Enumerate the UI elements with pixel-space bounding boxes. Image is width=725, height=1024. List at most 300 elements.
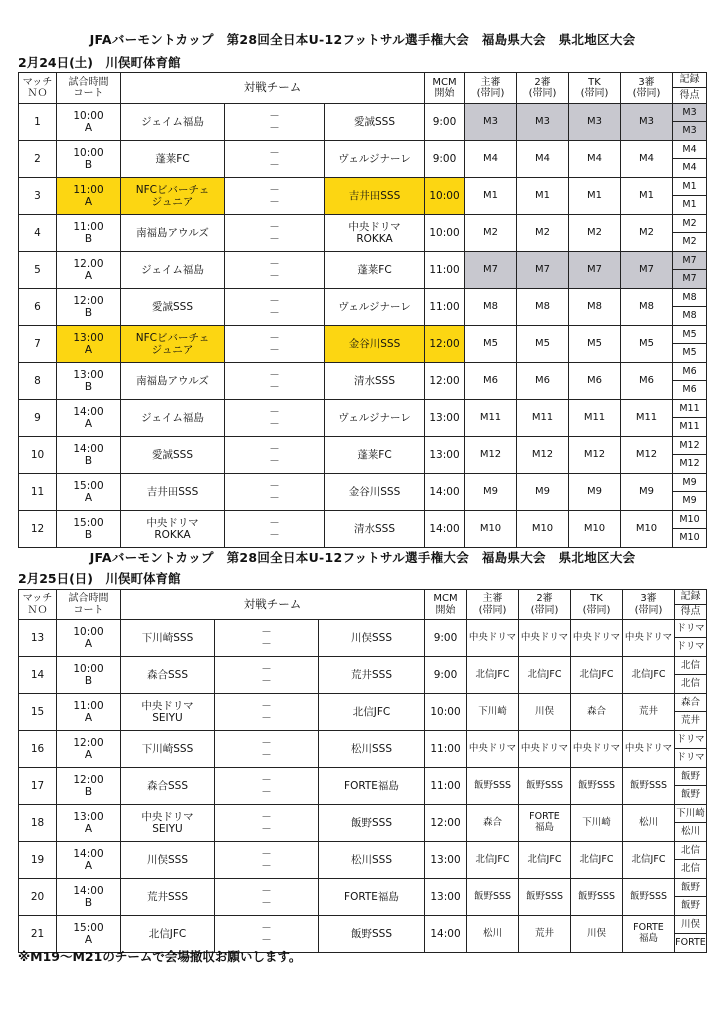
table-row (19, 215, 707, 252)
away-team: 愛誠SSS (325, 104, 425, 141)
home-team: 荒井SSS (121, 879, 215, 916)
record-cell (673, 289, 707, 326)
record-cell (675, 842, 707, 879)
match-number: 6 (19, 289, 57, 326)
mcm-start: 13:00 (425, 400, 465, 437)
mcm-start: 13:00 (425, 879, 467, 916)
timekeeper: 森合 (571, 694, 623, 731)
mcm-header: MCM 開始 (425, 73, 465, 104)
mcm-start: 9:00 (425, 104, 465, 141)
table-row (19, 363, 707, 400)
home-team: 北信JFC (121, 916, 215, 953)
referee-second: 荒井 (519, 916, 571, 953)
score-value: 北信 (680, 678, 700, 689)
match-number: 10 (19, 437, 57, 474)
away-team: 蓬莱FC (325, 252, 425, 289)
away-team: 金谷川SSS (325, 474, 425, 511)
record-cell (673, 363, 707, 400)
referee-second: 中央ドリマ (519, 620, 571, 657)
score-dash: － － (225, 511, 325, 548)
away-team: 中央ドリマ ROKKA (325, 215, 425, 252)
score-value: M2 (682, 236, 697, 247)
time-court: 15:00 A (57, 916, 121, 953)
score-dash: － － (225, 252, 325, 289)
record-cell (675, 694, 707, 731)
time-court: 13:00 A (57, 805, 121, 842)
table-row (19, 289, 707, 326)
record-value: M10 (673, 511, 706, 529)
ref3-header: 3審 (帯同) (623, 590, 675, 620)
record-cell (673, 511, 707, 548)
score-dash: － － (225, 289, 325, 326)
referee-main: 中央ドリマ (467, 731, 519, 768)
home-team: ジェイム福島 (121, 252, 225, 289)
referee-second: 北信JFC (519, 657, 571, 694)
record-value: M7 (673, 252, 706, 270)
record-value: ドリマ (675, 620, 706, 638)
mcm-start: 11:00 (425, 289, 465, 326)
time-court: 13:00 B (57, 363, 121, 400)
timekeeper: M6 (569, 363, 621, 400)
referee-third: 北信JFC (623, 657, 675, 694)
timekeeper: M12 (569, 437, 621, 474)
referee-main: 森合 (467, 805, 519, 842)
record-cell (673, 104, 707, 141)
home-team: 下川崎SSS (121, 620, 215, 657)
referee-main: M12 (465, 437, 517, 474)
timekeeper: M3 (569, 104, 621, 141)
score-value: M11 (679, 421, 700, 432)
table-row (19, 768, 707, 805)
record-value: 森合 (675, 694, 706, 712)
table-row (19, 731, 707, 768)
mcm-start: 10:00 (425, 694, 467, 731)
match-number: 20 (19, 879, 57, 916)
timekeeper: M4 (569, 141, 621, 178)
referee-second: M3 (517, 104, 569, 141)
score-dash: － － (215, 879, 319, 916)
time-court-header: 試合時間 コート (57, 73, 121, 104)
table-row (19, 141, 707, 178)
referee-main: 松川 (467, 916, 519, 953)
score-dash: － － (225, 178, 325, 215)
table-row (19, 252, 707, 289)
mcm-start: 12:00 (425, 805, 467, 842)
away-team: 荒井SSS (319, 657, 425, 694)
header-row (19, 73, 707, 104)
record-value: 飯野 (675, 879, 706, 897)
score-value: ドリマ (676, 752, 705, 763)
referee-main: 中央ドリマ (467, 620, 519, 657)
timekeeper: M10 (569, 511, 621, 548)
score-value: M6 (682, 384, 697, 395)
score-value: M10 (679, 532, 700, 543)
match-number: 5 (19, 252, 57, 289)
referee-third: M11 (621, 400, 673, 437)
ref3-header: 3審 (帯同) (621, 73, 673, 104)
match-number: 13 (19, 620, 57, 657)
score-value: M8 (682, 310, 697, 321)
table-row (19, 511, 707, 548)
referee-third: 飯野SSS (623, 768, 675, 805)
referee-main: 下川崎 (467, 694, 519, 731)
referee-second: M10 (517, 511, 569, 548)
score-value: FORTE (675, 937, 706, 948)
record-header: 記録 得点 (675, 590, 707, 620)
ref1-header: 主審 (帯同) (465, 73, 517, 104)
away-team: ヴェルジナーレ (325, 141, 425, 178)
time-court: 12:00 B (57, 768, 121, 805)
referee-third: M6 (621, 363, 673, 400)
referee-main: 飯野SSS (467, 768, 519, 805)
match-number: 8 (19, 363, 57, 400)
match-number: 11 (19, 474, 57, 511)
away-team: ヴェルジナーレ (325, 400, 425, 437)
referee-third: M10 (621, 511, 673, 548)
away-team: 蓬莱FC (325, 437, 425, 474)
record-cell (673, 252, 707, 289)
timekeeper: 中央ドリマ (571, 620, 623, 657)
time-court: 15:00 A (57, 474, 121, 511)
timekeeper: 飯野SSS (571, 879, 623, 916)
referee-third: M2 (621, 215, 673, 252)
score-value: 飯野 (680, 900, 700, 911)
referee-main: M1 (465, 178, 517, 215)
timekeeper: 北信JFC (571, 657, 623, 694)
mcm-start: 11:00 (425, 731, 467, 768)
away-team: 北信JFC (319, 694, 425, 731)
score-value: 松川 (680, 826, 700, 837)
tk-header: TK (帯同) (571, 590, 623, 620)
record-cell (675, 731, 707, 768)
footer-note: ※M19～M21のチームで会場撤収お願いします。 (18, 949, 302, 964)
away-team: 金谷川SSS (325, 326, 425, 363)
time-court: 12.00 A (57, 252, 121, 289)
record-value: M3 (673, 104, 706, 122)
timekeeper: 下川崎 (571, 805, 623, 842)
score-dash: － － (225, 363, 325, 400)
table-row (19, 400, 707, 437)
score-dash: － － (215, 842, 319, 879)
referee-third: 中央ドリマ (623, 731, 675, 768)
timekeeper: M1 (569, 178, 621, 215)
referee-main: 北信JFC (467, 657, 519, 694)
referee-third: M12 (621, 437, 673, 474)
time-court: 13:00 A (57, 326, 121, 363)
match-number: 7 (19, 326, 57, 363)
record-value: M6 (673, 363, 706, 381)
home-team: 蓬莱FC (121, 141, 225, 178)
ref2-header: 2審 (帯同) (519, 590, 571, 620)
referee-main: 北信JFC (467, 842, 519, 879)
timekeeper: 川俣 (571, 916, 623, 953)
record-cell (673, 178, 707, 215)
referee-second: M8 (517, 289, 569, 326)
score-dash: － － (225, 215, 325, 252)
score-dash: － － (225, 474, 325, 511)
home-team: NFCビバーチェ ジュニア (121, 326, 225, 363)
away-team: 飯野SSS (319, 805, 425, 842)
away-team: 清水SSS (325, 363, 425, 400)
home-team: 南福島アウルズ (121, 363, 225, 400)
match-number: 2 (19, 141, 57, 178)
time-court: 11:00 B (57, 215, 121, 252)
page-title-day2: JFAバーモントカップ 第28回全日本U-12フットサル選手権大会 福島県大会 県北地区大会 (89, 550, 636, 565)
score-value: M12 (679, 458, 700, 469)
referee-third: M7 (621, 252, 673, 289)
home-team: 中央ドリマ SEIYU (121, 805, 215, 842)
time-court: 10:00 A (57, 620, 121, 657)
mcm-start: 11:00 (425, 768, 467, 805)
timekeeper: M8 (569, 289, 621, 326)
referee-main: M10 (465, 511, 517, 548)
away-team: 松川SSS (319, 731, 425, 768)
home-team: ジェイム福島 (121, 400, 225, 437)
mcm-start: 10:00 (425, 215, 465, 252)
referee-main: M9 (465, 474, 517, 511)
ref1-header: 主審 (帯同) (467, 590, 519, 620)
referee-third: M8 (621, 289, 673, 326)
timekeeper: 中央ドリマ (571, 731, 623, 768)
record-cell (673, 215, 707, 252)
mcm-start: 9:00 (425, 620, 467, 657)
match-number: 16 (19, 731, 57, 768)
referee-second: 中央ドリマ (519, 731, 571, 768)
referee-second: M2 (517, 215, 569, 252)
match-number: 21 (19, 916, 57, 953)
away-team: 飯野SSS (319, 916, 425, 953)
away-team: 吉井田SSS (325, 178, 425, 215)
timekeeper: M11 (569, 400, 621, 437)
score-value: 北信 (680, 863, 700, 874)
referee-second: M5 (517, 326, 569, 363)
teams-header: 対戦チーム (121, 590, 425, 620)
teams-header: 対戦チーム (121, 73, 425, 104)
timekeeper: M7 (569, 252, 621, 289)
referee-second: M7 (517, 252, 569, 289)
mcm-start: 12:00 (425, 363, 465, 400)
table-row (19, 879, 707, 916)
table-row (19, 104, 707, 141)
venue-day2: 2月25日(日) 川俣町体育館 (18, 571, 181, 586)
match-number: 17 (19, 768, 57, 805)
table-row (19, 474, 707, 511)
score-value: M7 (673, 270, 706, 288)
mcm-start: 14:00 (425, 474, 465, 511)
timekeeper: M2 (569, 215, 621, 252)
record-cell (673, 474, 707, 511)
mcm-start: 11:00 (425, 252, 465, 289)
record-value: 北信 (675, 842, 706, 860)
score-dash: － － (215, 620, 319, 657)
away-team: ヴェルジナーレ (325, 289, 425, 326)
time-court: 15:00 B (57, 511, 121, 548)
score-dash: － － (215, 694, 319, 731)
home-team: 森合SSS (121, 657, 215, 694)
record-value: 下川崎 (675, 805, 706, 823)
score-dash: － － (215, 916, 319, 953)
timekeeper: 北信JFC (571, 842, 623, 879)
match-number: 14 (19, 657, 57, 694)
score-dash: － － (215, 768, 319, 805)
timekeeper: 飯野SSS (571, 768, 623, 805)
home-team: 吉井田SSS (121, 474, 225, 511)
score-dash: － － (225, 104, 325, 141)
score-value: ドリマ (676, 641, 705, 652)
referee-second: M1 (517, 178, 569, 215)
referee-main: M7 (465, 252, 517, 289)
referee-main: M11 (465, 400, 517, 437)
table-row (19, 805, 707, 842)
referee-second: M11 (517, 400, 569, 437)
score-value: M9 (682, 495, 697, 506)
mcm-start: 14:00 (425, 916, 467, 953)
away-team: FORTE福島 (319, 768, 425, 805)
record-cell (675, 620, 707, 657)
mcm-start: 9:00 (425, 141, 465, 178)
schedule-table-day1 (18, 72, 707, 548)
mcm-start: 9:00 (425, 657, 467, 694)
record-cell (673, 141, 707, 178)
record-value: M5 (673, 326, 706, 344)
score-dash: － － (215, 731, 319, 768)
referee-third: M5 (621, 326, 673, 363)
record-cell (673, 437, 707, 474)
referee-second: 飯野SSS (519, 768, 571, 805)
referee-main: M4 (465, 141, 517, 178)
time-court: 14:00 A (57, 400, 121, 437)
record-value: M2 (673, 215, 706, 233)
referee-second: M6 (517, 363, 569, 400)
timekeeper: M5 (569, 326, 621, 363)
record-value: M4 (673, 141, 706, 159)
ref2-header: 2審 (帯同) (517, 73, 569, 104)
match-no-header: マッチ ＮＯ (19, 73, 57, 104)
time-court-header: 試合時間 コート (57, 590, 121, 620)
header-row (19, 590, 707, 620)
referee-main: M5 (465, 326, 517, 363)
match-number: 4 (19, 215, 57, 252)
mcm-start: 14:00 (425, 511, 465, 548)
mcm-start: 13:00 (425, 437, 465, 474)
score-value: 飯野 (680, 789, 700, 800)
referee-third: 中央ドリマ (623, 620, 675, 657)
home-team: 中央ドリマ SEIYU (121, 694, 215, 731)
referee-second: FORTE 福島 (519, 805, 571, 842)
record-value: 北信 (675, 657, 706, 675)
time-court: 11:00 A (57, 178, 121, 215)
score-dash: － － (225, 326, 325, 363)
away-team: 川俣SSS (319, 620, 425, 657)
referee-main: M2 (465, 215, 517, 252)
match-number: 19 (19, 842, 57, 879)
referee-main: M8 (465, 289, 517, 326)
referee-main: M3 (465, 104, 517, 141)
home-team: 森合SSS (121, 768, 215, 805)
record-header: 記録 得点 (673, 73, 707, 104)
match-number: 3 (19, 178, 57, 215)
record-cell (675, 657, 707, 694)
page-title-day1: JFAバーモントカップ 第28回全日本U-12フットサル選手権大会 福島県大会 県北地区大会 (89, 32, 636, 47)
record-cell (675, 916, 707, 953)
record-value: M12 (673, 437, 706, 455)
record-value: ドリマ (675, 731, 706, 749)
time-court: 12:00 A (57, 731, 121, 768)
table-row (19, 694, 707, 731)
match-number: 15 (19, 694, 57, 731)
score-dash: － － (225, 400, 325, 437)
time-court: 11:00 A (57, 694, 121, 731)
referee-second: M12 (517, 437, 569, 474)
referee-third: M4 (621, 141, 673, 178)
referee-second: M4 (517, 141, 569, 178)
table-row (19, 437, 707, 474)
referee-main: M6 (465, 363, 517, 400)
score-value: M3 (673, 122, 706, 140)
time-court: 10:00 B (57, 657, 121, 694)
record-cell (675, 768, 707, 805)
match-no-header: マッチ ＮＯ (19, 590, 57, 620)
mcm-start: 10:00 (425, 178, 465, 215)
score-dash: － － (215, 805, 319, 842)
timekeeper: M9 (569, 474, 621, 511)
score-value: M4 (682, 162, 697, 173)
referee-third: M3 (621, 104, 673, 141)
schedule-table-day2 (18, 589, 707, 953)
record-cell (673, 326, 707, 363)
tk-header: TK (帯同) (569, 73, 621, 104)
match-number: 9 (19, 400, 57, 437)
away-team: FORTE福島 (319, 879, 425, 916)
table-row (19, 620, 707, 657)
match-number: 1 (19, 104, 57, 141)
referee-third: 飯野SSS (623, 879, 675, 916)
referee-third: FORTE 福島 (623, 916, 675, 953)
record-value: M8 (673, 289, 706, 307)
record-value: 川俣 (675, 916, 706, 934)
time-court: 10:00 A (57, 104, 121, 141)
home-team: ジェイム福島 (121, 104, 225, 141)
table-row (19, 842, 707, 879)
record-cell (675, 879, 707, 916)
score-value: M1 (682, 199, 697, 210)
referee-second: 北信JFC (519, 842, 571, 879)
time-court: 10:00 B (57, 141, 121, 178)
referee-main: 飯野SSS (467, 879, 519, 916)
referee-second: M9 (517, 474, 569, 511)
away-team: 松川SSS (319, 842, 425, 879)
time-court: 14:00 B (57, 879, 121, 916)
mcm-start: 13:00 (425, 842, 467, 879)
away-team: 清水SSS (325, 511, 425, 548)
home-team: 愛誠SSS (121, 437, 225, 474)
referee-third: M9 (621, 474, 673, 511)
score-dash: － － (225, 437, 325, 474)
score-value: 荒井 (680, 715, 700, 726)
table-row (19, 657, 707, 694)
score-value: M5 (682, 347, 697, 358)
home-team: NFCビバーチェ ジュニア (121, 178, 225, 215)
record-value: M9 (673, 474, 706, 492)
record-cell (675, 805, 707, 842)
venue-day1: 2月24日(土) 川俣町体育館 (18, 55, 181, 70)
home-team: 南福島アウルズ (121, 215, 225, 252)
referee-second: 飯野SSS (519, 879, 571, 916)
record-value: 飯野 (675, 768, 706, 786)
table-row (19, 178, 707, 215)
home-team: 下川崎SSS (121, 731, 215, 768)
referee-second: 川俣 (519, 694, 571, 731)
